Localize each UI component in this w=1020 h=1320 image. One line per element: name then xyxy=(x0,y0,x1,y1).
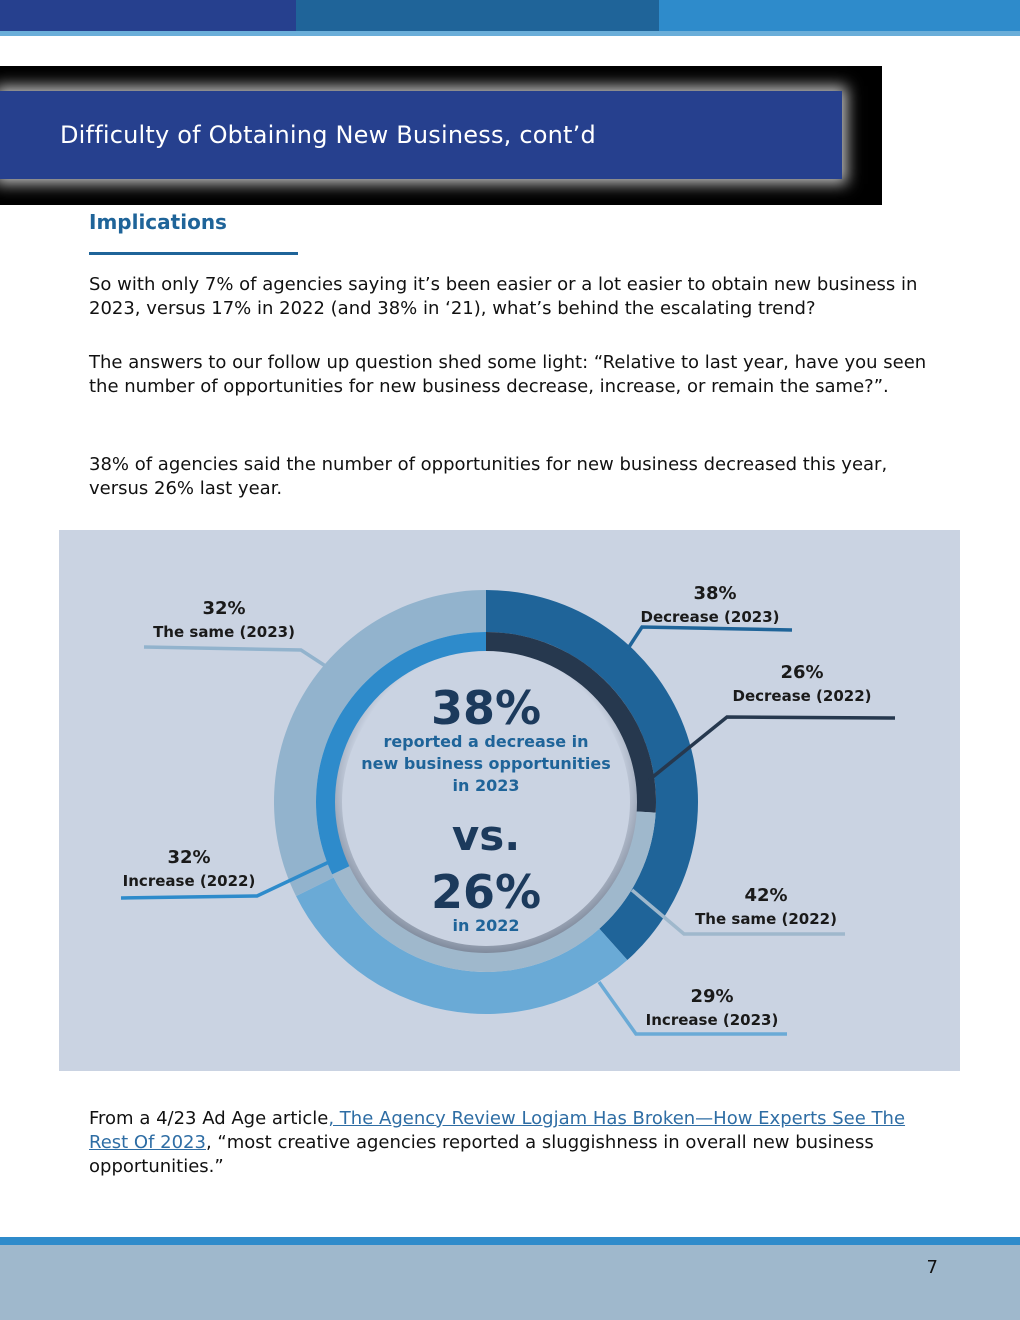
footer-bar xyxy=(0,1245,1020,1320)
center-caption-line-4: in 2022 xyxy=(452,916,520,935)
footer-line xyxy=(0,1237,1020,1245)
top-bar-segment-1 xyxy=(0,0,296,31)
paragraph-4 xyxy=(89,1107,939,1179)
top-bar-segment-2 xyxy=(296,0,659,31)
page-number: 7 xyxy=(926,1257,938,1278)
leader-decrease-2023 xyxy=(627,627,792,650)
center-big-value-2023: 38% xyxy=(430,681,542,735)
center-vs: vs. xyxy=(451,811,521,860)
chart-panel xyxy=(59,530,960,1071)
page-title: Difficulty of Obtaining New Business, cont’d xyxy=(60,121,596,149)
label-value-increase-2023: 29% xyxy=(690,986,734,1007)
label-name-decrease-2023: Decrease (2023) xyxy=(640,608,780,626)
donut-chart xyxy=(59,530,960,1071)
paragraph-1: So with only 7% of agencies saying it’s been easier or a lot easier to obtain new business in 2023, versus 17% in 2022 (and 38% in ‘21), what’s behind the escalating trend? xyxy=(89,274,918,319)
paragraph-2: The answers to our follow up question shed some light: “Relative to last year, have you seen the number of opportunities for new business decrease, increase, or remain the same?”. xyxy=(89,352,927,397)
leader-same-2023 xyxy=(144,647,327,667)
label-name-same-2022: The same (2022) xyxy=(695,910,837,928)
label-value-decrease-2022: 26% xyxy=(780,662,824,683)
center-caption-line-1: reported a decrease in xyxy=(383,732,589,751)
section-heading-underline xyxy=(89,252,298,255)
label-name-same-2023: The same (2023) xyxy=(153,623,295,641)
center-big-value-2022: 26% xyxy=(430,865,542,919)
center-caption-line-2: new business opportunities xyxy=(361,754,611,773)
label-name-decrease-2022: Decrease (2022) xyxy=(732,687,872,705)
article-link[interactable]: , The Agency Review Logjam Has Broken—How Experts See The Rest Of 2023 xyxy=(89,1108,906,1153)
label-value-increase-2022: 32% xyxy=(167,847,211,868)
label-value-decrease-2023: 38% xyxy=(693,583,737,604)
center-caption-line-3: in 2023 xyxy=(452,776,520,795)
top-bar-segment-3 xyxy=(659,0,1020,31)
title-banner xyxy=(0,91,842,179)
label-name-increase-2023: Increase (2023) xyxy=(645,1011,779,1029)
paragraph-3: 38% of agencies said the number of opportunities for new business decreased this year, versus 26% last year. xyxy=(89,454,888,499)
label-name-increase-2022: Increase (2022) xyxy=(122,872,256,890)
paragraph-4-quote: , “most creative agencies reported a sluggishness in overall new business opportunities.” xyxy=(89,1132,874,1177)
paragraph-4-intro: From a 4/23 Ad Age article xyxy=(89,1108,329,1129)
label-value-same-2022: 42% xyxy=(744,885,788,906)
label-value-same-2023: 32% xyxy=(202,598,246,619)
section-heading: Implications xyxy=(89,210,227,234)
top-bar-line xyxy=(0,31,1020,36)
